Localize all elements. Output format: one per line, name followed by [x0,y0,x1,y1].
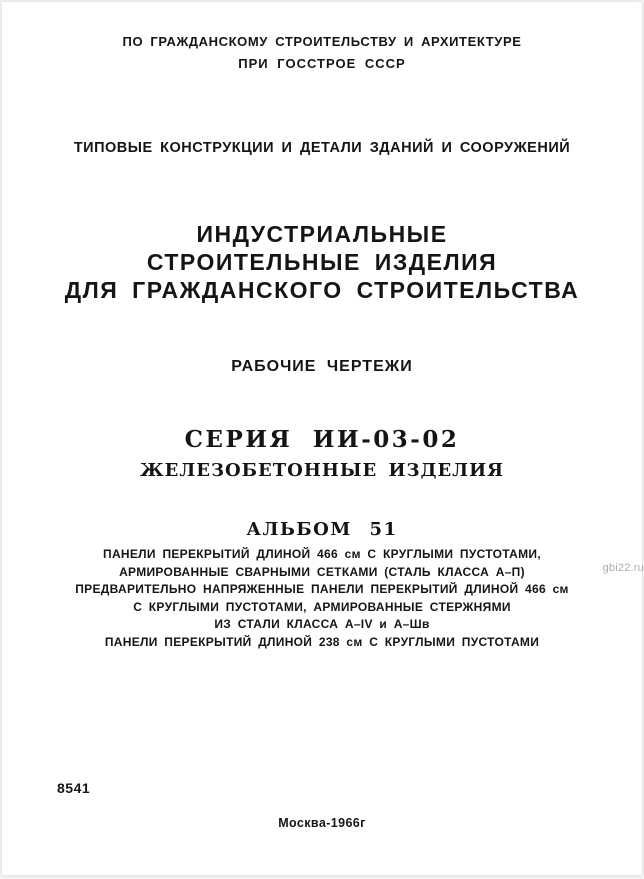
album-description-line: ИЗ СТАЛИ КЛАССА А–IV и А–Шв [214,617,430,631]
site-watermark: gbi22.ru [602,562,644,574]
album-description-line: ПРЕДВАРИТЕЛЬНО НАПРЯЖЕННЫЕ ПАНЕЛИ ПЕРЕКРЫТИЙ ДЛИНОЙ 466 см [75,582,569,596]
album-description [2,546,642,651]
album-description-line: ПАНЕЛИ ПЕРЕКРЫТИЙ ДЛИНОЙ 466 см С КРУГЛЫМИ ПУСТОТАМИ, [103,547,541,561]
series-type: ЖЕЛЕЗОБЕТОННЫЕ ИЗДЕЛИЯ [140,460,504,481]
issuer-org-line1: ПО ГРАЖДАНСКОМУ СТРОИТЕЛЬСТВУ И АРХИТЕКТУРЕ [122,34,522,49]
print-order-code: 8541 [57,780,91,796]
main-title-line1: ИНДУСТРИАЛЬНЫЕ [196,221,448,247]
series-number: СЕРИЯ ИИ-03-02 [184,426,460,453]
issuer-org-line2: ПРИ ГОССТРОЕ СССР [238,56,406,71]
album-description-line: АРМИРОВАННЫЕ СВАРНЫМИ СЕТКАМИ (СТАЛЬ КЛАССА А–П) [119,564,525,579]
album-description-line: С КРУГЛЫМИ ПУСТОТАМИ, АРМИРОВАННЫЕ СТЕРЖНЯМИ [133,599,511,614]
series-header: ТИПОВЫЕ КОНСТРУКЦИИ И ДЕТАЛИ ЗДАНИЙ И СООРУЖЕНИЙ [73,140,571,156]
main-title-line3: ДЛЯ ГРАЖДАНСКОГО СТРОИТЕЛЬСТВА [64,277,580,303]
album-description-line: ПАНЕЛИ ПЕРЕКРЫТИЙ ДЛИНОЙ 238 см С КРУГЛЫМИ ПУСТОТАМИ [104,634,540,649]
main-title-line2: СТРОИТЕЛЬНЫЕ ИЗДЕЛИЯ [146,249,498,275]
album-heading: АЛЬБОМ 51 [246,519,398,540]
main-title [2,220,642,304]
working-drawings-subtitle: РАБОЧИЕ ЧЕРТЕЖИ [231,358,413,375]
imprint-city-year: Москва-1966г [278,816,366,830]
scanned-document-page [2,2,642,875]
